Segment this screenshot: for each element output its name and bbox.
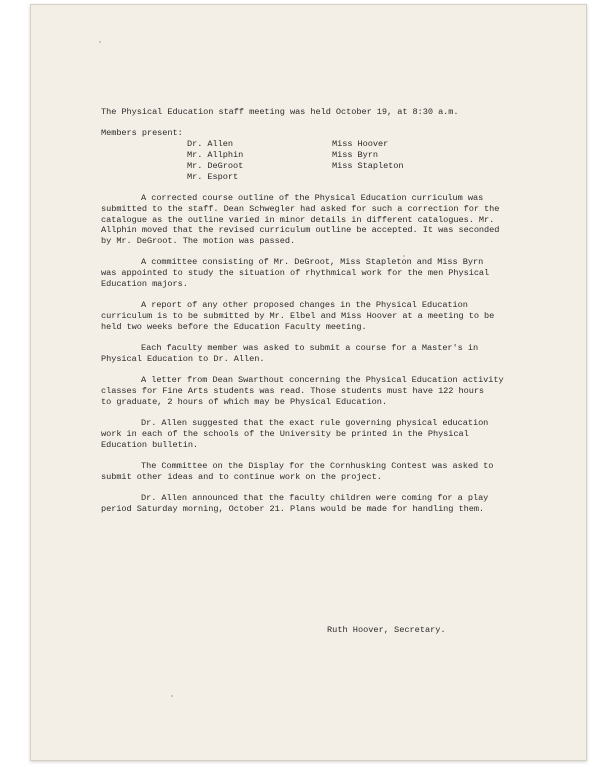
text-line: A committee consisting of Mr. DeGroot, Miss Stapleton and Miss Byrn <box>141 257 484 268</box>
text-line: A corrected course outline of the Physical Education curriculum was <box>141 192 484 203</box>
member-name: Miss Byrn <box>332 149 378 160</box>
members-list <box>101 139 541 183</box>
text-line: work in each of the schools of the University be printed in the Physical <box>101 428 469 439</box>
members-label: Members present: <box>101 128 183 139</box>
member-name: Dr. Allen <box>187 138 233 149</box>
member-name: Mr. DeGroot <box>187 160 244 171</box>
text-line: The Committee on the Display for the Cornhusking Contest was asked to <box>141 460 494 471</box>
paragraph-masters-course <box>101 343 541 365</box>
text-line: submitted to the staff. Dean Schwegler had asked for such a correction for the <box>101 203 500 214</box>
text-line: Physical Education to Dr. Allen. <box>101 353 265 364</box>
paragraph-committee-rhythmical <box>101 257 541 290</box>
members-column-2 <box>332 139 477 183</box>
paragraph-proposed-changes <box>101 300 541 333</box>
member-name: Mr. Esport <box>187 171 239 182</box>
paragraph-cornhusking-display <box>101 461 541 483</box>
meeting-heading: The Physical Education staff meeting was held October 19, at 8:30 a.m. <box>101 107 459 117</box>
text-line: classes for Fine Arts students was read. Those students must have 122 hours <box>101 385 485 396</box>
paragraph-bulletin-rule <box>101 418 541 451</box>
paragraph-curriculum-outline <box>101 193 541 247</box>
text-line: A report of any other proposed changes in the Physical Education <box>141 300 468 311</box>
text-line: Education bulletin. <box>101 439 199 450</box>
member-name: Miss Stapleton <box>332 160 404 171</box>
document-page <box>30 4 587 761</box>
paper-speck <box>99 41 101 43</box>
meeting-minutes-body <box>101 107 541 515</box>
member-name: Miss Hoover <box>332 138 389 149</box>
text-line: by Mr. DeGroot. The motion was passed. <box>101 236 296 247</box>
text-line: submit other ideas and to continue work on the project. <box>101 471 382 482</box>
paper-speck <box>171 695 173 697</box>
text-line: was appointed to study the situation of rhythmical work for the men Physical <box>101 268 490 279</box>
text-line: Each faculty member was asked to submit a course for a Master's in <box>141 343 479 354</box>
text-line: held two weeks before the Education Faculty meeting. <box>101 322 367 332</box>
text-line: to graduate, 2 hours of which may be Physical Education. <box>101 396 387 407</box>
members-column-1 <box>187 139 332 183</box>
paragraph-faculty-children <box>101 493 541 515</box>
text-line: period Saturday morning, October 21. Plans would be made for handling them. <box>101 503 485 514</box>
secretary-signature: Ruth Hoover, Secretary. <box>327 625 446 635</box>
text-line: A letter from Dean Swarthout concerning the Physical Education activity <box>141 375 504 386</box>
text-line: Dr. Allen announced that the faculty children were coming for a play <box>141 492 489 503</box>
text-line: Education majors. <box>101 279 188 290</box>
text-line: Dr. Allen suggested that the exact rule governing physical education <box>141 417 489 428</box>
text-line: Allphin moved that the revised curriculum outline be accepted. It was seconded <box>101 225 500 236</box>
text-line: curriculum is to be submitted by Mr. Elbel and Miss Hoover at a meeting to be <box>101 311 495 322</box>
text-line: catalogue as the outline varied in minor details in different catalogues. Mr. <box>101 214 495 225</box>
member-name: Mr. Allphin <box>187 149 244 160</box>
paragraph-fine-arts-letter <box>101 375 541 408</box>
